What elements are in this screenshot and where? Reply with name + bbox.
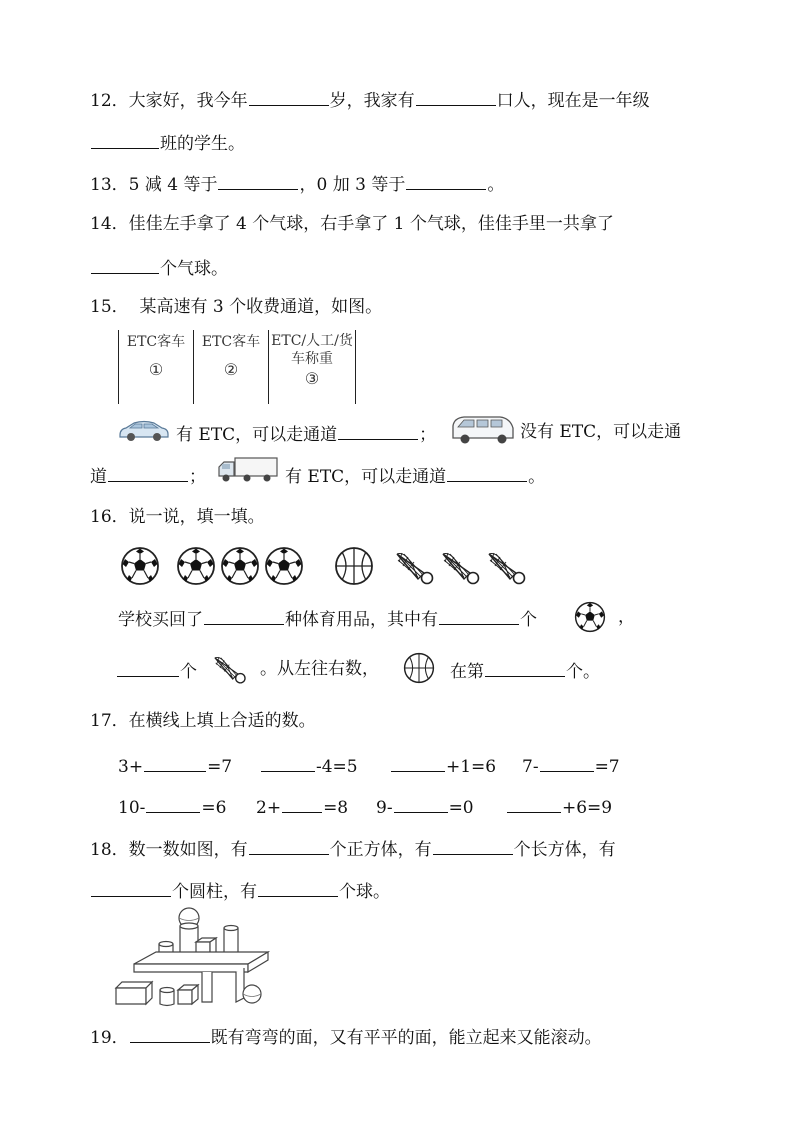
question-text: 个 bbox=[520, 610, 537, 630]
question-16-line3 bbox=[116, 658, 197, 683]
question-16-line3b bbox=[260, 658, 379, 680]
answer-blank[interactable] bbox=[146, 794, 200, 813]
equation: +6=9 bbox=[506, 794, 612, 819]
question-12-line2 bbox=[90, 130, 245, 155]
question-15-line3 bbox=[520, 421, 681, 443]
question-text: 5 减 4 等于 bbox=[128, 175, 218, 195]
soccer-ball-icon bbox=[264, 546, 304, 586]
equation: 2+ =8 bbox=[256, 794, 348, 819]
question-number: 15． bbox=[90, 297, 129, 317]
question-15-line2 bbox=[176, 421, 436, 446]
question-18-line2 bbox=[90, 878, 390, 903]
equation: +1=6 bbox=[390, 753, 496, 778]
question-14-line1 bbox=[90, 213, 614, 235]
answer-blank[interactable] bbox=[447, 463, 527, 482]
question-text: 在第 bbox=[450, 662, 484, 682]
question-text: ； bbox=[189, 467, 206, 487]
equation: 10- =6 bbox=[118, 794, 226, 819]
answer-blank[interactable] bbox=[416, 87, 496, 106]
answer-blank[interactable] bbox=[507, 794, 561, 813]
question-number: 14． bbox=[90, 214, 129, 234]
question-text: 班的学生。 bbox=[160, 134, 245, 154]
van-icon bbox=[450, 414, 516, 446]
lane-2: ETC客车 ② bbox=[194, 330, 269, 404]
question-number: 12． bbox=[90, 91, 129, 111]
question-text: ，0 加 3 等于 bbox=[299, 175, 406, 195]
question-15 bbox=[90, 296, 382, 318]
question-14-line2 bbox=[90, 255, 228, 280]
question-text: 大家好，我今年 bbox=[128, 91, 248, 111]
question-text: 。从左往右数， bbox=[260, 659, 379, 679]
question-text: 有 ETC，可以走通道 bbox=[285, 467, 447, 487]
answer-blank[interactable] bbox=[249, 836, 329, 855]
question-text: 。 bbox=[487, 175, 505, 195]
question-13 bbox=[90, 171, 504, 196]
question-16-comma bbox=[618, 606, 635, 628]
question-17 bbox=[90, 710, 316, 732]
basketball-icon bbox=[403, 652, 435, 684]
question-number: 13． bbox=[90, 175, 129, 195]
question-text: 个球。 bbox=[339, 882, 390, 902]
question-text: 口人，现在是一年级 bbox=[496, 91, 650, 111]
question-number: 18． bbox=[90, 840, 129, 860]
question-number: 17． bbox=[90, 711, 129, 731]
lane-1: ETC客车 ① bbox=[119, 330, 194, 404]
question-text: 有 ETC，可以走通道 bbox=[176, 425, 338, 445]
answer-blank[interactable] bbox=[282, 794, 322, 813]
answer-blank[interactable] bbox=[204, 606, 284, 625]
question-text: 没有 ETC，可以走通 bbox=[520, 422, 682, 442]
shuttlecock-icon bbox=[486, 546, 530, 586]
question-text: 个 bbox=[180, 662, 197, 682]
question-18-line1 bbox=[90, 836, 616, 861]
answer-blank[interactable] bbox=[108, 463, 188, 482]
question-12-line1 bbox=[90, 87, 650, 112]
question-text: 某高速有 3 个收费通道，如图。 bbox=[139, 297, 383, 317]
answer-blank[interactable] bbox=[391, 753, 445, 772]
answer-blank[interactable] bbox=[117, 658, 179, 677]
question-text: 个。 bbox=[566, 662, 600, 682]
equation: 3+ =7 bbox=[118, 753, 232, 778]
question-19 bbox=[90, 1024, 602, 1049]
question-16-line3c bbox=[450, 658, 600, 683]
answer-blank[interactable] bbox=[218, 171, 298, 190]
shuttlecock-icon bbox=[212, 651, 250, 685]
lane-3: ETC/人工/货车称重 ③ bbox=[269, 330, 356, 404]
basketball-icon bbox=[334, 546, 374, 586]
question-number: 19． bbox=[90, 1028, 129, 1048]
question-text: 种体育用品，其中有 bbox=[285, 610, 438, 630]
answer-blank[interactable] bbox=[540, 753, 594, 772]
question-text: 数一数如图，有 bbox=[128, 840, 248, 860]
question-text: 道 bbox=[90, 467, 107, 487]
question-16-line2 bbox=[118, 606, 537, 631]
question-text: 个圆柱，有 bbox=[172, 882, 257, 902]
equation: 9- =0 bbox=[376, 794, 474, 819]
question-text: 既有弯弯的面，又有平平的面，能立起来又能滚动。 bbox=[210, 1028, 602, 1048]
question-text: 个气球。 bbox=[160, 259, 228, 279]
question-text: 说一说，填一填。 bbox=[128, 507, 265, 527]
toll-lanes-figure bbox=[118, 330, 356, 404]
question-number: 16． bbox=[90, 507, 129, 527]
answer-blank[interactable] bbox=[91, 130, 159, 149]
question-16 bbox=[90, 506, 265, 528]
question-text: 在横线上填上合适的数。 bbox=[128, 711, 316, 731]
truck-icon bbox=[217, 456, 279, 484]
answer-blank[interactable] bbox=[338, 421, 418, 440]
answer-blank[interactable] bbox=[406, 171, 486, 190]
car-icon bbox=[118, 418, 170, 442]
answer-blank[interactable] bbox=[130, 1024, 210, 1043]
soccer-ball-icon bbox=[220, 546, 260, 586]
soccer-ball-icon bbox=[176, 546, 216, 586]
question-text: ； bbox=[419, 425, 437, 445]
answer-blank[interactable] bbox=[91, 255, 159, 274]
question-text: 佳佳左手拿了 4 个气球，右手拿了 1 个气球，佳佳手里一共拿了 bbox=[128, 214, 614, 234]
question-text: 个正方体，有 bbox=[329, 840, 432, 860]
answer-blank[interactable] bbox=[249, 87, 329, 106]
answer-blank[interactable] bbox=[258, 878, 338, 897]
question-15-line4 bbox=[90, 463, 206, 488]
answer-blank[interactable] bbox=[485, 658, 565, 677]
soccer-ball-icon bbox=[574, 601, 606, 633]
answer-blank[interactable] bbox=[261, 753, 315, 772]
question-text: ， bbox=[618, 607, 635, 627]
question-text: 个长方体，有 bbox=[513, 840, 616, 860]
question-15-line5 bbox=[285, 463, 545, 488]
answer-blank[interactable] bbox=[144, 753, 206, 772]
soccer-ball-icon bbox=[120, 546, 160, 586]
shuttlecock-icon bbox=[394, 546, 438, 586]
answer-blank[interactable] bbox=[91, 878, 171, 897]
question-text: 。 bbox=[528, 467, 546, 487]
answer-blank[interactable] bbox=[439, 606, 519, 625]
equation: 7- =7 bbox=[522, 753, 620, 778]
answer-blank[interactable] bbox=[394, 794, 448, 813]
3d-shapes-figure bbox=[112, 906, 272, 1010]
equation: -4=5 bbox=[260, 753, 358, 778]
answer-blank[interactable] bbox=[433, 836, 513, 855]
shuttlecock-icon bbox=[440, 546, 484, 586]
question-text: 岁，我家有 bbox=[329, 91, 415, 111]
question-text: 学校买回了 bbox=[118, 610, 203, 630]
